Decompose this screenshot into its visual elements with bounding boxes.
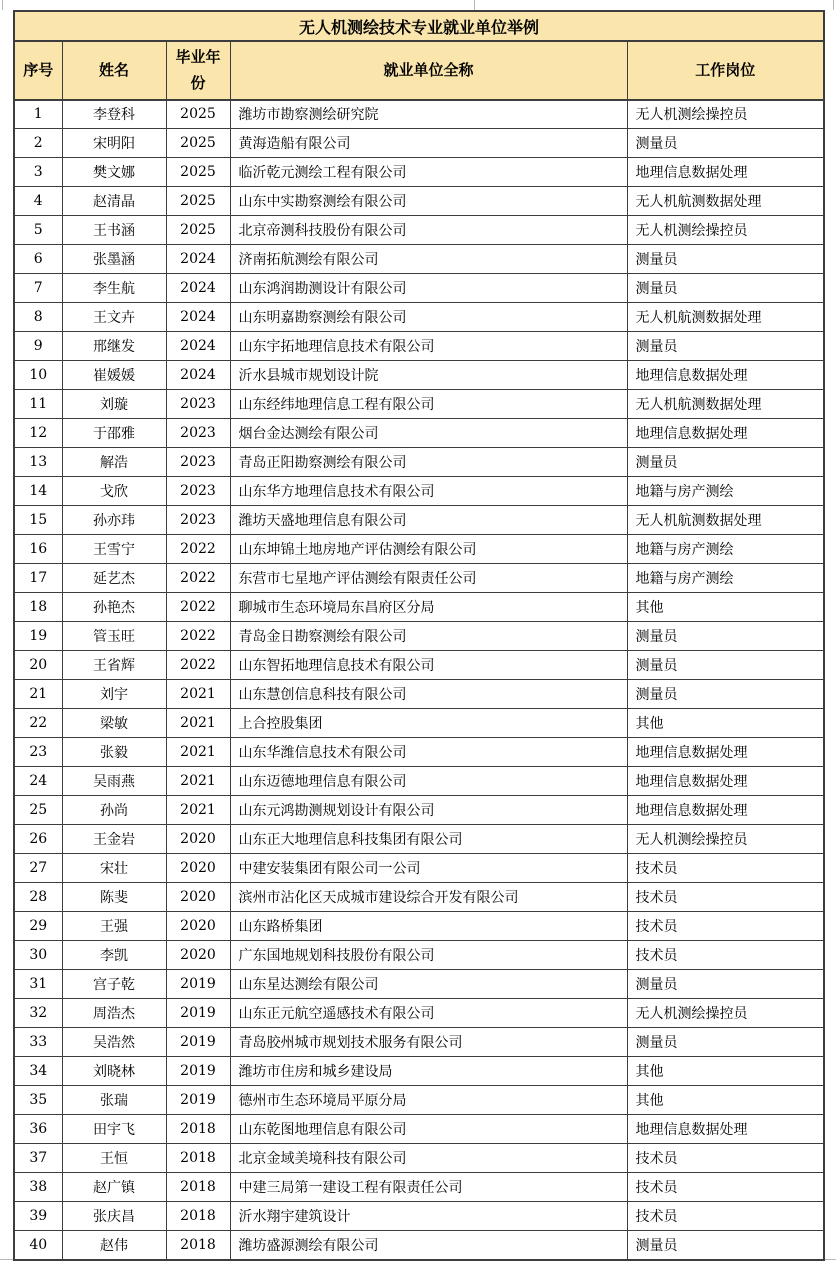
cell-name: 樊文娜	[62, 158, 166, 187]
cell-year: 2020	[166, 854, 230, 883]
cell-company: 德州市生态环境局平原分局	[230, 1086, 627, 1115]
table-row	[14, 1144, 824, 1173]
cell-year: 2020	[166, 883, 230, 912]
cell-company: 山东坤锦土地房地产评估测绘有限公司	[230, 535, 627, 564]
table-row	[14, 941, 824, 970]
cell-position: 地理信息数据处理	[627, 158, 824, 187]
table-row	[14, 1202, 824, 1231]
cell-number: 9	[14, 332, 62, 361]
cell-company: 潍坊市勘察测绘研究院	[230, 100, 627, 129]
cell-name: 李生航	[62, 274, 166, 303]
cell-company: 青岛胶州城市规划技术服务有限公司	[230, 1028, 627, 1057]
cell-number: 10	[14, 361, 62, 390]
cell-number: 21	[14, 680, 62, 709]
cell-company: 青岛金日勘察测绘有限公司	[230, 622, 627, 651]
cell-position: 测量员	[627, 448, 824, 477]
cell-year: 2025	[166, 100, 230, 129]
cell-year: 2020	[166, 941, 230, 970]
cell-position: 无人机航测数据处理	[627, 187, 824, 216]
cell-position: 地籍与房产测绘	[627, 477, 824, 506]
cell-number: 18	[14, 593, 62, 622]
cell-position: 其他	[627, 593, 824, 622]
cell-year: 2020	[166, 825, 230, 854]
cell-name: 赵清晶	[62, 187, 166, 216]
cell-name: 刘璇	[62, 390, 166, 419]
table-row	[14, 912, 824, 941]
cell-year: 2025	[166, 187, 230, 216]
cell-company: 山东慧创信息科技有限公司	[230, 680, 627, 709]
table-row	[14, 999, 824, 1028]
employment-table	[13, 10, 825, 1261]
table-title-row	[14, 11, 824, 41]
cell-position: 无人机测绘操控员	[627, 100, 824, 129]
cell-name: 邢继发	[62, 332, 166, 361]
cell-number: 26	[14, 825, 62, 854]
cell-name: 张瑞	[62, 1086, 166, 1115]
cell-company: 聊城市生态环境局东昌府区分局	[230, 593, 627, 622]
cell-position: 其他	[627, 1086, 824, 1115]
cell-company: 山东乾图地理信息有限公司	[230, 1115, 627, 1144]
cell-name: 王恒	[62, 1144, 166, 1173]
table-row	[14, 622, 824, 651]
cell-number: 22	[14, 709, 62, 738]
column-header-company: 就业单位全称	[230, 41, 627, 100]
cell-number: 40	[14, 1231, 62, 1260]
table-row	[14, 506, 824, 535]
cell-position: 无人机航测数据处理	[627, 390, 824, 419]
cell-year: 2018	[166, 1202, 230, 1231]
cell-company: 山东路桥集团	[230, 912, 627, 941]
cell-position: 地理信息数据处理	[627, 738, 824, 767]
cell-year: 2018	[166, 1173, 230, 1202]
cell-number: 27	[14, 854, 62, 883]
cell-name: 孙尚	[62, 796, 166, 825]
table-row	[14, 303, 824, 332]
cell-year: 2024	[166, 361, 230, 390]
cell-company: 潍坊市住房和城乡建设局	[230, 1057, 627, 1086]
table-row	[14, 680, 824, 709]
cell-name: 张庆昌	[62, 1202, 166, 1231]
cell-company: 东营市七星地产评估测绘有限责任公司	[230, 564, 627, 593]
cell-number: 30	[14, 941, 62, 970]
table-row	[14, 187, 824, 216]
cell-number: 16	[14, 535, 62, 564]
cell-company: 山东正大地理信息科技集团有限公司	[230, 825, 627, 854]
cell-name: 宋壮	[62, 854, 166, 883]
cell-name: 宫子乾	[62, 970, 166, 999]
cell-position: 其他	[627, 709, 824, 738]
cell-year: 2023	[166, 506, 230, 535]
cell-number: 2	[14, 129, 62, 158]
cell-number: 8	[14, 303, 62, 332]
cell-year: 2019	[166, 1028, 230, 1057]
cell-position: 技术员	[627, 854, 824, 883]
cell-number: 17	[14, 564, 62, 593]
cell-company: 山东经纬地理信息工程有限公司	[230, 390, 627, 419]
table-row	[14, 564, 824, 593]
cell-number: 39	[14, 1202, 62, 1231]
cell-position: 技术员	[627, 912, 824, 941]
table-row	[14, 535, 824, 564]
cell-position: 测量员	[627, 274, 824, 303]
table-row	[14, 390, 824, 419]
cell-number: 35	[14, 1086, 62, 1115]
cell-year: 2021	[166, 680, 230, 709]
table-row	[14, 651, 824, 680]
cell-name: 陈斐	[62, 883, 166, 912]
cell-number: 36	[14, 1115, 62, 1144]
cell-company: 中建安装集团有限公司一公司	[230, 854, 627, 883]
cell-number: 31	[14, 970, 62, 999]
cell-number: 33	[14, 1028, 62, 1057]
table-row	[14, 1231, 824, 1260]
gridline-fragment	[474, 0, 475, 10]
table-row	[14, 332, 824, 361]
cell-name: 崔媛媛	[62, 361, 166, 390]
cell-company: 滨州市沾化区天成城市建设综合开发有限公司	[230, 883, 627, 912]
cell-company: 沂水县城市规划设计院	[230, 361, 627, 390]
cell-year: 2023	[166, 448, 230, 477]
cell-position: 无人机测绘操控员	[627, 825, 824, 854]
cell-name: 王书涵	[62, 216, 166, 245]
cell-position: 无人机测绘操控员	[627, 216, 824, 245]
cell-name: 周浩杰	[62, 999, 166, 1028]
column-header-year: 毕业年份	[166, 41, 230, 100]
cell-company: 山东正元航空遥感技术有限公司	[230, 999, 627, 1028]
cell-company: 山东华潍信息技术有限公司	[230, 738, 627, 767]
gridline-fragment	[833, 0, 834, 10]
cell-name: 吴浩然	[62, 1028, 166, 1057]
cell-position: 地理信息数据处理	[627, 1115, 824, 1144]
cell-year: 2018	[166, 1231, 230, 1260]
cell-year: 2020	[166, 912, 230, 941]
table-row	[14, 738, 824, 767]
table-body	[14, 100, 824, 1260]
cell-name: 王省辉	[62, 651, 166, 680]
cell-company: 上合控股集团	[230, 709, 627, 738]
cell-year: 2024	[166, 332, 230, 361]
cell-year: 2019	[166, 999, 230, 1028]
cell-company: 山东元鸿勘测规划设计有限公司	[230, 796, 627, 825]
cell-name: 王雪宁	[62, 535, 166, 564]
cell-year: 2023	[166, 390, 230, 419]
cell-company: 沂水翔宇建筑设计	[230, 1202, 627, 1231]
table-row	[14, 970, 824, 999]
cell-position: 测量员	[627, 651, 824, 680]
cell-position: 无人机测绘操控员	[627, 999, 824, 1028]
table-row	[14, 100, 824, 129]
cell-number: 6	[14, 245, 62, 274]
cell-year: 2022	[166, 564, 230, 593]
table-title: 无人机测绘技术专业就业单位举例	[14, 11, 824, 41]
table-row	[14, 477, 824, 506]
gridline-fragment	[2, 0, 3, 10]
column-header-position: 工作岗位	[627, 41, 824, 100]
cell-position: 测量员	[627, 680, 824, 709]
cell-name: 王文卉	[62, 303, 166, 332]
cell-company: 黄海造船有限公司	[230, 129, 627, 158]
table-row	[14, 274, 824, 303]
table-row	[14, 1028, 824, 1057]
cell-year: 2019	[166, 1086, 230, 1115]
cell-year: 2025	[166, 129, 230, 158]
table-row	[14, 709, 824, 738]
cell-number: 28	[14, 883, 62, 912]
cell-name: 刘晓林	[62, 1057, 166, 1086]
cell-number: 32	[14, 999, 62, 1028]
cell-number: 12	[14, 419, 62, 448]
cell-position: 无人机航测数据处理	[627, 303, 824, 332]
cell-number: 37	[14, 1144, 62, 1173]
table-row	[14, 216, 824, 245]
cell-company: 山东中实勘察测绘有限公司	[230, 187, 627, 216]
cell-company: 青岛正阳勘察测绘有限公司	[230, 448, 627, 477]
cell-number: 20	[14, 651, 62, 680]
cell-year: 2018	[166, 1144, 230, 1173]
cell-company: 北京帝测科技股份有限公司	[230, 216, 627, 245]
cell-name: 宋明阳	[62, 129, 166, 158]
cell-year: 2024	[166, 303, 230, 332]
cell-position: 技术员	[627, 883, 824, 912]
cell-name: 孙艳杰	[62, 593, 166, 622]
cell-name: 张毅	[62, 738, 166, 767]
cell-position: 测量员	[627, 622, 824, 651]
cell-year: 2023	[166, 419, 230, 448]
cell-name: 田宇飞	[62, 1115, 166, 1144]
cell-position: 技术员	[627, 941, 824, 970]
cell-position: 测量员	[627, 1028, 824, 1057]
cell-name: 吴雨燕	[62, 767, 166, 796]
cell-number: 7	[14, 274, 62, 303]
cell-position: 其他	[627, 1057, 824, 1086]
cell-company: 烟台金达测绘有限公司	[230, 419, 627, 448]
cell-number: 19	[14, 622, 62, 651]
table-row	[14, 245, 824, 274]
cell-name: 孙亦玮	[62, 506, 166, 535]
column-header-name: 姓名	[62, 41, 166, 100]
cell-number: 25	[14, 796, 62, 825]
cell-year: 2019	[166, 1057, 230, 1086]
table-row	[14, 854, 824, 883]
cell-company: 潍坊天盛地理信息有限公司	[230, 506, 627, 535]
cell-position: 地理信息数据处理	[627, 419, 824, 448]
cell-year: 2021	[166, 796, 230, 825]
table-row	[14, 767, 824, 796]
cell-number: 4	[14, 187, 62, 216]
cell-position: 技术员	[627, 1202, 824, 1231]
cell-number: 11	[14, 390, 62, 419]
table-row	[14, 158, 824, 187]
cell-name: 梁敏	[62, 709, 166, 738]
table-row	[14, 1086, 824, 1115]
table-row	[14, 883, 824, 912]
table-row	[14, 1057, 824, 1086]
cell-company: 北京金域美境科技有限公司	[230, 1144, 627, 1173]
table-row	[14, 419, 824, 448]
cell-number: 29	[14, 912, 62, 941]
cell-year: 2024	[166, 274, 230, 303]
table-row	[14, 129, 824, 158]
cell-position: 测量员	[627, 129, 824, 158]
table-row	[14, 796, 824, 825]
cell-number: 3	[14, 158, 62, 187]
table-row	[14, 825, 824, 854]
cell-position: 地籍与房产测绘	[627, 564, 824, 593]
cell-name: 于邵雅	[62, 419, 166, 448]
cell-company: 山东星达测绘有限公司	[230, 970, 627, 999]
cell-name: 赵广镇	[62, 1173, 166, 1202]
cell-name: 管玉旺	[62, 622, 166, 651]
cell-position: 地理信息数据处理	[627, 361, 824, 390]
cell-company: 山东宇拓地理信息技术有限公司	[230, 332, 627, 361]
table-row	[14, 361, 824, 390]
cell-name: 解浩	[62, 448, 166, 477]
cell-number: 24	[14, 767, 62, 796]
cell-name: 赵伟	[62, 1231, 166, 1260]
cell-year: 2024	[166, 245, 230, 274]
cell-company: 山东迈德地理信息有限公司	[230, 767, 627, 796]
cell-company: 临沂乾元测绘工程有限公司	[230, 158, 627, 187]
cell-name: 王强	[62, 912, 166, 941]
table-row	[14, 1173, 824, 1202]
cell-number: 1	[14, 100, 62, 129]
cell-company: 济南拓航测绘有限公司	[230, 245, 627, 274]
cell-position: 测量员	[627, 1231, 824, 1260]
cell-position: 地理信息数据处理	[627, 767, 824, 796]
cell-position: 测量员	[627, 970, 824, 999]
cell-year: 2022	[166, 535, 230, 564]
cell-year: 2022	[166, 622, 230, 651]
cell-number: 5	[14, 216, 62, 245]
cell-year: 2023	[166, 477, 230, 506]
cell-name: 戈欣	[62, 477, 166, 506]
cell-year: 2025	[166, 216, 230, 245]
cell-company: 山东华方地理信息技术有限公司	[230, 477, 627, 506]
cell-position: 技术员	[627, 1144, 824, 1173]
cell-company: 山东智拓地理信息技术有限公司	[230, 651, 627, 680]
cell-name: 刘宇	[62, 680, 166, 709]
table-row	[14, 593, 824, 622]
cell-position: 无人机航测数据处理	[627, 506, 824, 535]
cell-company: 中建三局第一建设工程有限责任公司	[230, 1173, 627, 1202]
cell-number: 14	[14, 477, 62, 506]
cell-number: 13	[14, 448, 62, 477]
table-row	[14, 448, 824, 477]
cell-name: 张墨涵	[62, 245, 166, 274]
cell-name: 李凯	[62, 941, 166, 970]
cell-year: 2021	[166, 767, 230, 796]
cell-company: 广东国地规划科技股份有限公司	[230, 941, 627, 970]
cell-position: 测量员	[627, 332, 824, 361]
cell-company: 山东明嘉勘察测绘有限公司	[230, 303, 627, 332]
cell-number: 15	[14, 506, 62, 535]
cell-name: 延艺杰	[62, 564, 166, 593]
cell-company: 山东鸿润勘测设计有限公司	[230, 274, 627, 303]
cell-name: 王金岩	[62, 825, 166, 854]
cell-number: 34	[14, 1057, 62, 1086]
cell-number: 38	[14, 1173, 62, 1202]
cell-year: 2022	[166, 593, 230, 622]
cell-year: 2025	[166, 158, 230, 187]
table-header-row	[14, 41, 824, 100]
column-header-number: 序号	[14, 41, 62, 100]
cell-name: 李登科	[62, 100, 166, 129]
cell-year: 2019	[166, 970, 230, 999]
cell-year: 2018	[166, 1115, 230, 1144]
cell-position: 技术员	[627, 1173, 824, 1202]
cell-position: 地理信息数据处理	[627, 796, 824, 825]
gridline-fragment	[0, 1259, 13, 1260]
cell-position: 测量员	[627, 245, 824, 274]
cell-year: 2022	[166, 651, 230, 680]
cell-year: 2021	[166, 738, 230, 767]
table-row	[14, 1115, 824, 1144]
cell-company: 潍坊盛源测绘有限公司	[230, 1231, 627, 1260]
cell-number: 23	[14, 738, 62, 767]
cell-position: 地籍与房产测绘	[627, 535, 824, 564]
cell-year: 2021	[166, 709, 230, 738]
